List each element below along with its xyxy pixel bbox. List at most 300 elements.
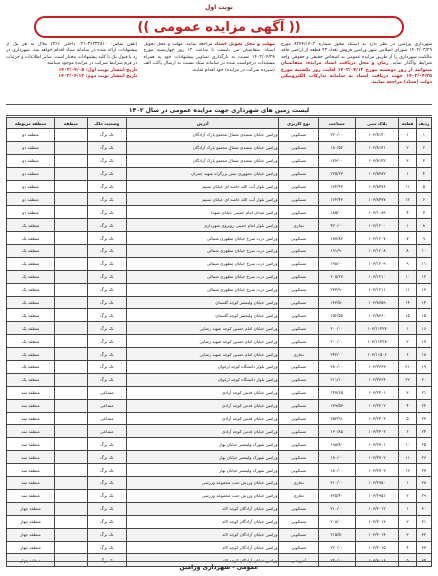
table-cell: منطقه یک <box>7 232 55 245</box>
table-cell: ۱۰۳/۱۲۱۱ <box>355 283 399 296</box>
table-cell: ۱۰۳/۱۲۰۸ <box>355 245 399 258</box>
table-cell: تک برگ <box>87 180 126 193</box>
table-cell: ۱۶۴/۴۳ <box>318 180 355 193</box>
table-row <box>7 129 432 142</box>
table-cell <box>55 361 88 374</box>
table-cell: مسکونی <box>279 386 318 399</box>
table-cell: ۲۰۰/۰۰ <box>318 335 355 348</box>
table-cell: تک برگ <box>87 361 126 374</box>
table-cell: ۱۰۳/۳۰۱۶ <box>355 554 399 567</box>
table-row <box>7 386 432 399</box>
table-cell: ۱۰۳/۳۰۱۴ <box>355 528 399 541</box>
table-row <box>7 206 432 219</box>
table-cell <box>55 219 88 232</box>
table-cell: ورامین خیابان امام حسین کوچه شهید رضایی <box>126 322 279 335</box>
table-row <box>7 219 432 232</box>
table-cell <box>55 167 88 180</box>
table-row <box>7 464 432 477</box>
table-cell: منطقه چهار <box>7 528 55 541</box>
table-row <box>7 451 432 464</box>
table-cell <box>55 502 88 515</box>
table-cell <box>55 373 88 386</box>
table-cell: ۱۹۱/۹۰ <box>318 245 355 258</box>
table-cell: ۱۱ <box>399 180 416 193</box>
table-cell: منطقه سه <box>7 477 55 490</box>
table-row <box>7 515 432 528</box>
table-cell: ۱۰۳/۸۴۷۶ <box>355 180 399 193</box>
table-cell: ۱ <box>399 129 416 142</box>
table-row <box>7 296 432 309</box>
table-cell: ورامین بلوار آیت الله خامنه ای خیابان نسیم <box>126 180 279 193</box>
table-cell: ورامین خیابان امام حسین کوچه شهید رضایی <box>126 348 279 361</box>
table-cell: منطقه سه <box>7 412 55 425</box>
table-row <box>7 335 432 348</box>
table-cell: ۱۴ <box>416 296 431 309</box>
table-cell: تک برگ <box>87 193 126 206</box>
table-cell <box>55 399 88 412</box>
table-row <box>7 180 432 193</box>
table-cell: ۱۰۳/۲۳۶۳ <box>355 361 399 374</box>
table-cell: ۳۰ <box>416 502 431 515</box>
table-cell: منطقه سه <box>7 438 55 451</box>
table-row <box>7 283 432 296</box>
table-cell: مسکونی <box>279 180 318 193</box>
table-cell: ورامین شهرک ولیعصر خیابان بهار <box>126 464 279 477</box>
table-cell: ورامین میدان امام خمینی خیابان شهدا <box>126 206 279 219</box>
table-row <box>7 399 432 412</box>
column-header: منطقه مربوطه <box>7 118 55 129</box>
table-cell: ۲۷۳/۹۰ <box>318 283 355 296</box>
table-cell: ۲۰۸/۰۰ <box>318 515 355 528</box>
table-row <box>7 167 432 180</box>
table-cell: منطقه یک <box>7 322 55 335</box>
insertion-label: نوبت اول <box>205 4 233 11</box>
table-cell: ورامین خیابان جمهوری نبش بزرگراه شهید چمران <box>126 167 279 180</box>
table-row <box>7 412 432 425</box>
table-cell: منطقه یک <box>7 335 55 348</box>
table-cell <box>55 348 88 361</box>
table-cell: مسکونی <box>279 541 318 554</box>
table-cell: تک برگ <box>87 515 126 528</box>
table-cell: منطقه چهار <box>7 515 55 528</box>
table-cell: تک برگ <box>87 335 126 348</box>
table-cell: ۱۰۳/۲۷۰۲ <box>355 451 399 464</box>
table-cell: ۱۰۳/۸۴۸۲ <box>355 167 399 180</box>
table-row <box>7 477 432 490</box>
table-cell: ورامین خیابان سعیدی شمال مجتمع پارک آزادگان <box>126 141 279 154</box>
table-cell: ۴۲۰/۰۰ <box>318 219 355 232</box>
table-cell: مشاعی <box>87 399 126 412</box>
table-cell: ۲ <box>399 335 416 348</box>
table-cell: مشاعی <box>87 425 126 438</box>
table-cell: ۳ <box>416 154 431 167</box>
table-cell: ۵ <box>399 412 416 425</box>
table-row <box>7 438 432 451</box>
table-cell: تجاری <box>279 477 318 490</box>
table-cell: ۲۹ <box>416 489 431 502</box>
table-cell: مسکونی <box>279 361 318 374</box>
table-cell <box>55 541 88 554</box>
table-cell: ۲ <box>399 515 416 528</box>
table-cell: ۱۰۳/۳۰۱۲ <box>355 502 399 515</box>
table-cell: ۲۲۰/۰۰ <box>318 541 355 554</box>
land-list-table <box>6 117 432 567</box>
table-cell: تک برگ <box>87 219 126 232</box>
table-cell: ۷ <box>399 232 416 245</box>
table-cell <box>55 141 88 154</box>
table-cell: ۲۱۰/۰۰ <box>318 502 355 515</box>
table-cell: ۱۰۳/۱۲۰۷ <box>355 232 399 245</box>
table-cell: مسکونی <box>279 515 318 528</box>
table-cell: ۱۰۳/۲۹۵۰ <box>355 477 399 490</box>
table-cell: ۲۵ <box>416 438 431 451</box>
table-cell: ۳۳ <box>416 541 431 554</box>
table-cell: ۷ <box>416 206 431 219</box>
table-cell: تک برگ <box>87 438 126 451</box>
table-cell: ۱۰۳/۲۷۰۱ <box>355 438 399 451</box>
table-cell: مسکونی <box>279 283 318 296</box>
table-cell: ۲۰۵/۲۷ <box>318 270 355 283</box>
table-cell: ۵ <box>416 180 431 193</box>
table-cell: ۲۸ <box>416 477 431 490</box>
table-cell: ۱۰۳/۲۴۰۴ <box>355 425 399 438</box>
table-cell: ۱۰۳/۱۲۰۰ <box>355 219 399 232</box>
table-cell: ورامین بلوار امام خمینی روبروی شهرداری <box>126 219 279 232</box>
table-cell: تک برگ <box>87 245 126 258</box>
table-cell: ورامین خیابان آزادگان کوچه لاله <box>126 554 279 567</box>
intro-middle-highlight: مهلت و محل تحویل اسناد <box>214 42 275 47</box>
table-cell: ۱ <box>399 477 416 490</box>
table-cell: ورامین شهرک ولیعصر خیابان بهار <box>126 451 279 464</box>
table-cell: ۱۰۳/۸۱۴۰ <box>355 129 399 142</box>
table-cell: تجاری <box>279 489 318 502</box>
table-cell: ۱۰ <box>399 270 416 283</box>
table-cell: مسکونی <box>279 154 318 167</box>
table-row <box>7 154 432 167</box>
table-cell: منطقه یک <box>7 373 55 386</box>
table-cell <box>55 412 88 425</box>
table-cell: ۱۰۳/۲۴۰۱ <box>355 386 399 399</box>
intro-right-highlight: زمان و محل دریافت اسناد مزایده: متقاضیان میتوانند از روز دوشنبه مورخ ۱۴۰۲/۰۴/۱۲ لغایت روز یکشنبه مورخ ۱۴۰۲/۰۴/۲۵ جهت دریافت اسناد به سامانه تدارکات الکترونیکی دولت (ستاد) مراجعه نمایند. <box>280 61 432 86</box>
table-cell: ۱ <box>399 167 416 180</box>
table-cell: مسکونی <box>279 373 318 386</box>
table-cell: منطقه سه <box>7 386 55 399</box>
table-cell: ۱ <box>399 502 416 515</box>
table-cell: ۱۸۷/۸۶ <box>318 232 355 245</box>
table-cell: ۱۰۳/۲۷۰۳ <box>355 464 399 477</box>
table-cell: ۱۹۸/۰۰ <box>318 257 355 270</box>
table-cell: ۲۲ <box>399 373 416 386</box>
table-cell: ۶ <box>399 348 416 361</box>
table-row <box>7 425 432 438</box>
table-cell: مسکونی <box>279 206 318 219</box>
table-row <box>7 373 432 386</box>
table-cell <box>55 180 88 193</box>
table-row <box>7 489 432 502</box>
table-cell: تک برگ <box>87 154 126 167</box>
table-cell: ۲ <box>416 141 431 154</box>
table-cell: ۱۰ <box>399 438 416 451</box>
table-cell: ورامین شهرک ولیعصر خیابان بهار <box>126 438 279 451</box>
table-cell: منطقه سه <box>7 425 55 438</box>
table-cell: ۶ <box>399 425 416 438</box>
table-cell: ۲ <box>399 141 416 154</box>
table-cell: منطقه یک <box>7 361 55 374</box>
table-cell: ۱۰۳/۸۴۷۷ <box>355 193 399 206</box>
table-row <box>7 348 432 361</box>
table-cell: تجاری <box>279 219 318 232</box>
table-cell: مسکونی <box>279 270 318 283</box>
table-cell: ۲۰ <box>416 373 431 386</box>
table-cell: ۴ <box>416 167 431 180</box>
table-cell: مسکونی <box>279 232 318 245</box>
table-cell: ۱۴۷/۶۵ <box>318 386 355 399</box>
table-cell: ۱۰۳/۳۰۱۳ <box>355 515 399 528</box>
footer-text: عمومی - شهرداری ورامین <box>6 561 432 572</box>
table-cell: ۹ <box>399 257 416 270</box>
table-title: لیست زمین های شهرداری جهت مزایده عمومی در سال ۱۴۰۲ <box>6 104 432 116</box>
table-cell: ۱ <box>399 219 416 232</box>
table-cell: ۱۰۳/۱۱۴۲۷ <box>355 322 399 335</box>
table-cell <box>55 270 88 283</box>
table-cell: ۴ <box>399 399 416 412</box>
intro-right-text: شهرداری ورامین در نظر دارد به استناد مجوز شماره ۸۲۴۴/۱۴۰۲ مورخ ۱۴۰۲/۰۳/۲۹ شورای اسلامی شهر ورامین فروش تعداد ۴۳ قطعه از اراضی فاقد مالکیت شهرداری را از طریق مزایده عمومی به اشخاص حقیقی و حقوقی واجد شرایط واگذار نماید. <box>280 42 432 67</box>
table-cell: ۱۸۰/۰۰ <box>318 464 355 477</box>
table-cell: تک برگ <box>87 141 126 154</box>
table-cell <box>55 232 88 245</box>
intro-middle-text: مراجعه نمایند. مهلت و محل تحویل اسناد: متقاضیان می بایست تا ساعت ۱۲ روز چهارشنبه مورخ ۱۴۰۲/۰۴/۲۸ نسبت به بارگذاری تصاویر پیشنهادات خود به همراه مستندات درخواست شده در سامانه ستاد نسبت به ارسال پاکت الف (سپرده شرکت در مزایده) خود اقدام نمایند. <box>143 42 275 73</box>
table-cell: ورامین درب سرخ خیابان مطهری شمالی <box>126 232 279 245</box>
table-cell: ۲۲۵/۲۳ <box>318 167 355 180</box>
table-cell: ورامین خیابان سعیدی شمال مجتمع پارک آزادگان <box>126 154 279 167</box>
table-cell: ۳ <box>399 386 416 399</box>
table-cell: ۲۱۱/۱۰ <box>318 373 355 386</box>
table-cell: ۲۱ <box>399 361 416 374</box>
table-cell: تک برگ <box>87 502 126 515</box>
column-header: پلاک ثبتی <box>355 118 399 129</box>
table-cell: ۱۰۳/۱۰۸۹ <box>355 206 399 219</box>
table-cell: ۹ <box>416 232 431 245</box>
table-cell: ۱۶ <box>416 322 431 335</box>
table-cell: ورامین خیابان آزادگان کوچه لاله <box>126 541 279 554</box>
table-cell: ورامین خیابان قدس کوچه آزادی <box>126 386 279 399</box>
table-row <box>7 322 432 335</box>
table-cell: ۲۰۰/۰۰ <box>318 322 355 335</box>
table-cell: ۲۱ <box>416 386 431 399</box>
table-cell: ۱۴ <box>399 296 416 309</box>
table-cell: ۱۸۰/۰۰ <box>318 451 355 464</box>
table-cell: مسکونی <box>279 438 318 451</box>
table-cell: ورامین بلوار دانشگاه کوچه ارغوان <box>126 361 279 374</box>
column-header: قطعه <box>399 118 416 129</box>
table-cell: ۳۱ <box>416 515 431 528</box>
table-cell <box>55 296 88 309</box>
table-cell: ۲۶ <box>416 451 431 464</box>
table-cell: تک برگ <box>87 129 126 142</box>
table-cell: تک برگ <box>87 296 126 309</box>
table-cell <box>55 464 88 477</box>
table-cell: ۱۰۳/۲۴۰۲ <box>355 399 399 412</box>
intro-right-column <box>281 42 432 100</box>
table-cell: منطقه سه <box>7 451 55 464</box>
table-cell: ۳ <box>399 154 416 167</box>
table-cell <box>55 245 88 258</box>
table-cell: ۱۸ <box>416 348 431 361</box>
table-cell: ۳۴ <box>416 554 431 567</box>
table-cell: تک برگ <box>87 451 126 464</box>
table-cell: ۲۳ <box>416 412 431 425</box>
table-cell: ورامین خیابان قدس کوچه آزادی <box>126 399 279 412</box>
table-cell: ۱۸۰/۵۲ <box>318 141 355 154</box>
table-cell: ۱۰۳/۲۳۶۴ <box>355 373 399 386</box>
table-cell: تک برگ <box>87 206 126 219</box>
table-cell: منطقه سه <box>7 464 55 477</box>
table-body <box>7 129 432 567</box>
table-cell: ورامین خیابان ولیعصر کوچه گلستان <box>126 296 279 309</box>
table-cell: ۲۲۰/۰۰ <box>318 129 355 142</box>
table-cell: ۱۰۳/۸۳۶۰ <box>355 309 399 322</box>
table-row <box>7 502 432 515</box>
table-cell: ۱۴۳/۵۰ <box>318 296 355 309</box>
table-cell: ۳ <box>399 528 416 541</box>
table-cell: ۱۵ <box>399 309 416 322</box>
table-cell: تک برگ <box>87 477 126 490</box>
table-cell: منطقه یک <box>7 245 55 258</box>
table-cell: ۲۷ <box>416 464 431 477</box>
table-row <box>7 541 432 554</box>
table-cell: ورامین بلوار آیت الله خامنه ای خیابان نسیم <box>126 193 279 206</box>
table-cell: مسکونی <box>279 425 318 438</box>
table-row <box>7 232 432 245</box>
table-cell: ۱۹ <box>416 361 431 374</box>
table-cell: مسکونی <box>279 193 318 206</box>
column-header: منطقه <box>55 118 88 129</box>
table-cell: آموزشی <box>279 554 318 567</box>
table-cell: تک برگ <box>87 270 126 283</box>
table-cell: ورامین خیابان آزادگان کوچه لاله <box>126 515 279 528</box>
table-row <box>7 528 432 541</box>
table-cell: منطقه یک <box>7 348 55 361</box>
table-cell: مسکونی <box>279 309 318 322</box>
table-cell: ۱۱ <box>416 257 431 270</box>
table-cell: ۸ <box>416 219 431 232</box>
table-row <box>7 245 432 258</box>
table-cell: مسکونی <box>279 245 318 258</box>
table-cell: ۶ <box>416 193 431 206</box>
table-cell: ۲۴۲/۰۰ <box>318 348 355 361</box>
table-row <box>7 270 432 283</box>
table-cell: ۲۱۵/۵۰ <box>318 528 355 541</box>
table-cell: ۱۰۳/۲۴۰۳ <box>355 412 399 425</box>
table-cell: ۲۲ <box>416 399 431 412</box>
table-cell: تک برگ <box>87 232 126 245</box>
table-cell: ۱۶۴/۴۳ <box>318 193 355 206</box>
table-cell: ورامین بلوار دانشگاه کوچه ارغوان <box>126 373 279 386</box>
table-cell: منطقه دو <box>7 154 55 167</box>
table-cell <box>55 438 88 451</box>
table-cell: ورامین درب سرخ خیابان مطهری شمالی <box>126 270 279 283</box>
table-cell: مسکونی <box>279 167 318 180</box>
table-cell: ورامین درب سرخ خیابان مطهری شمالی <box>126 257 279 270</box>
table-cell: ورامین خیابان ورزش جنب مجموعه ورزشی <box>126 489 279 502</box>
table-cell: ۱۵۲/۵۸ <box>318 309 355 322</box>
page-title: (( آگهی مزایده عمومی )) <box>34 16 404 38</box>
table-cell: ۳۱۰/۰۰ <box>318 477 355 490</box>
table-cell: ۳۲۵/۴۰ <box>318 489 355 502</box>
first-publish-date: تاریخ انتشار نوبت اول: ۱۴۰۲/۰۴/۰۵ <box>58 67 138 73</box>
table-cell: منطقه یک <box>7 257 55 270</box>
intro-left-column <box>6 42 137 100</box>
table-cell: ۴ <box>399 206 416 219</box>
table-row <box>7 361 432 374</box>
table-cell: منطقه یک <box>7 219 55 232</box>
table-cell <box>55 335 88 348</box>
table-cell: مسکونی <box>279 451 318 464</box>
table-cell: منطقه سه <box>7 489 55 502</box>
table-cell: ورامین درب سرخ خیابان مطهری شمالی <box>126 245 279 258</box>
table-cell <box>55 257 88 270</box>
table-cell: تجاری <box>279 348 318 361</box>
table-cell: ۱۰۳/۸۱۴۱ <box>355 141 399 154</box>
table-cell: ۱۷ <box>416 335 431 348</box>
table-cell: مشاعی <box>87 386 126 399</box>
table-cell: ورامین خیابان سعیدی شمال مجتمع پارک آزادگان <box>126 129 279 142</box>
intro-left-text: (تلفن تماس: ۳۶۲۳۲۸۱۰-۰۲۱ داخلی ۳۶۶) ملاک به هر یک از پیشنهادات ارائه شده در سامانه ستاد اقدام خواهد شد. شهرداری در رد یا قبول یک یا کلیه پیشنهادات مختار است. سایر اطلاعات و جزئیات در فرم شرایط شرکت در مزایده موجود میباشد. <box>6 42 138 67</box>
table-cell: منطقه چهار <box>7 541 55 554</box>
table-header-row <box>7 118 432 129</box>
table-cell: ۴ <box>399 541 416 554</box>
table-cell: ۱۰ <box>416 245 431 258</box>
table-cell <box>55 309 88 322</box>
table-cell: ورامین خیابان امام حسین کوچه شهید رضایی <box>126 335 279 348</box>
table-row <box>7 257 432 270</box>
table-cell: ۱۱ <box>399 451 416 464</box>
table-cell: ۱۰۳/۱۲۰۹ <box>355 257 399 270</box>
table-cell: ۱۱ <box>399 283 416 296</box>
table-cell <box>55 206 88 219</box>
table-cell: ۱ <box>399 322 416 335</box>
table-cell: منطقه دو <box>7 180 55 193</box>
table-cell: ورامین خیابان ورزش جنب مجموعه ورزشی <box>126 477 279 490</box>
table-cell: منطقه یک <box>7 270 55 283</box>
table-row <box>7 141 432 154</box>
column-header: ردیف <box>416 118 431 129</box>
table-cell: منطقه دو <box>7 206 55 219</box>
table-cell: ۱۰۳/۲۹۵۱ <box>355 489 399 502</box>
table-cell: مسکونی <box>279 322 318 335</box>
table-cell: ۱۲ <box>416 270 431 283</box>
table-cell <box>55 129 88 142</box>
table-cell: ۱۵ <box>416 309 431 322</box>
table-cell <box>55 283 88 296</box>
table-cell <box>55 477 88 490</box>
table-cell <box>55 451 88 464</box>
intro-middle-column <box>143 42 274 100</box>
table-cell: ۱۰۳/۱۲۱۰ <box>355 270 399 283</box>
table-cell: مسکونی <box>279 257 318 270</box>
table-cell: تک برگ <box>87 373 126 386</box>
table-cell: تک برگ <box>87 528 126 541</box>
table-cell: ۲۴ <box>416 425 431 438</box>
table-cell: ۸ <box>399 245 416 258</box>
table-cell <box>55 322 88 335</box>
table-cell: ۱۰۳/۸۱۴۲ <box>355 154 399 167</box>
column-header: نوع کاربری <box>279 118 318 129</box>
table-row <box>7 309 432 322</box>
column-header: مساحت <box>318 118 355 129</box>
table-cell <box>55 386 88 399</box>
table-cell: ۲۴۰/۰۰ <box>318 554 355 567</box>
